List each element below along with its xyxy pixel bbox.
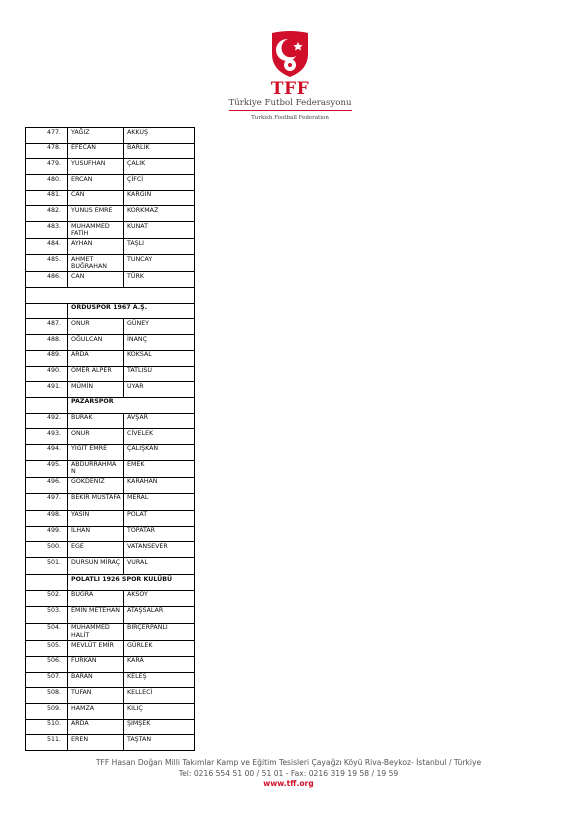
player-last-name: AKKUŞ [124, 128, 195, 144]
club-header-row [26, 397, 195, 413]
page-footer [0, 758, 577, 790]
table-row [26, 558, 195, 575]
player-number: 477. [26, 128, 68, 144]
player-first-name: ONUR [68, 429, 124, 445]
player-last-name: GÜNEY [124, 319, 195, 335]
club-name: POLATLI 1926 SPOR KULÜBÜ [68, 575, 195, 591]
player-first-name: ÖMER ALPER [68, 366, 124, 382]
player-first-name: YUSUFHAN [68, 159, 124, 175]
player-last-name: TAŞTAN [124, 735, 195, 751]
player-last-name: KARA [124, 656, 195, 672]
player-number: 504. [26, 623, 68, 640]
player-first-name: TUFAN [68, 688, 124, 704]
table-row [26, 477, 195, 493]
player-last-name: MERAL [124, 493, 195, 510]
player-number: 490. [26, 366, 68, 382]
player-last-name: AVŞAR [124, 413, 195, 429]
player-first-name: YUNUS EMRE [68, 206, 124, 222]
player-first-name: MEVLÜT EMİR [68, 641, 124, 657]
table-row [26, 319, 195, 335]
table-row [26, 623, 195, 640]
player-number: 488. [26, 335, 68, 351]
player-first-name: ARDA [68, 719, 124, 735]
player-first-name: EREN [68, 735, 124, 751]
player-first-name: CAN [68, 190, 124, 206]
player-first-name: GÖKDENİZ [68, 477, 124, 493]
player-number: 478. [26, 143, 68, 159]
player-first-name: ONUR [68, 319, 124, 335]
player-number: 502. [26, 590, 68, 606]
player-number: 485. [26, 255, 68, 272]
player-last-name: EMEK [124, 460, 195, 477]
table-row [26, 429, 195, 445]
player-first-name: BURAK [68, 413, 124, 429]
table-row [26, 413, 195, 429]
player-last-name: AKSOY [124, 590, 195, 606]
table-row [26, 128, 195, 144]
table-row [26, 542, 195, 558]
club-header-blank [26, 303, 68, 319]
table-row [26, 143, 195, 159]
player-last-name: ÇALIK [124, 159, 195, 175]
table-row [26, 590, 195, 606]
table-row [26, 641, 195, 657]
player-first-name: ERCAN [68, 175, 124, 191]
table-row [26, 460, 195, 477]
player-last-name: ŞİMŞEK [124, 719, 195, 735]
player-first-name: MÜMİN [68, 382, 124, 398]
player-number: 509. [26, 704, 68, 720]
player-last-name: İNANÇ [124, 335, 195, 351]
player-first-name: EGE [68, 542, 124, 558]
player-last-name: BİRÇERPANLI [124, 623, 195, 640]
player-last-name: KELEŞ [124, 672, 195, 688]
player-number: 501. [26, 558, 68, 575]
table-row [26, 493, 195, 510]
table-row [26, 735, 195, 751]
tff-crest-icon [268, 30, 312, 78]
player-number: 508. [26, 688, 68, 704]
player-last-name: TOPATAR [124, 526, 195, 542]
table-row [26, 719, 195, 735]
player-first-name: HAMZA [68, 704, 124, 720]
club-name: ORDUSPOR 1967 A.Ş. [68, 303, 195, 319]
player-number: 480. [26, 175, 68, 191]
player-last-name: ATAŞSALAR [124, 606, 195, 623]
player-number: 498. [26, 510, 68, 526]
logo-abbreviation: TFF [270, 79, 310, 99]
player-first-name: FURKAN [68, 656, 124, 672]
table-row [26, 366, 195, 382]
player-number: 499. [26, 526, 68, 542]
player-last-name: TATLISU [124, 366, 195, 382]
federation-name-en: Turkish Football Federation [251, 115, 329, 121]
player-last-name: KUNAT [124, 222, 195, 239]
player-first-name: DURSUN MİRAÇ [68, 558, 124, 575]
player-last-name: ÇALIŞKAN [124, 444, 195, 460]
table-row [26, 526, 195, 542]
table-row [26, 239, 195, 255]
player-first-name: EFECAN [68, 143, 124, 159]
club-header-blank [26, 575, 68, 591]
footer-phone: Tel: 0216 554 51 00 / 51 01 - Fax: 0216 319 19 58 / 19 59 [178, 768, 399, 778]
club-header-blank [26, 397, 68, 413]
player-number: 483. [26, 222, 68, 239]
club-header-row [26, 575, 195, 591]
table-row [26, 255, 195, 272]
player-number: 510. [26, 719, 68, 735]
player-first-name: MUHAMMED FATİH [68, 222, 124, 239]
table-row [26, 190, 195, 206]
player-first-name: AHMET BUĞRAHAN [68, 255, 124, 272]
club-name: PAZARSPOR [68, 397, 195, 413]
player-first-name: YASİN [68, 510, 124, 526]
player-number: 481. [26, 190, 68, 206]
player-last-name: VATANSEVER [124, 542, 195, 558]
player-last-name: UYAR [124, 382, 195, 398]
table-row [26, 335, 195, 351]
player-first-name: ARDA [68, 350, 124, 366]
table-row [26, 672, 195, 688]
player-number: 491. [26, 382, 68, 398]
player-number: 506. [26, 656, 68, 672]
player-number: 486. [26, 272, 68, 288]
player-last-name: GÜRLEK [124, 641, 195, 657]
player-last-name: TUNCAY [124, 255, 195, 272]
footer-website[interactable]: www.tff.org [263, 779, 314, 788]
player-number: 496. [26, 477, 68, 493]
player-number: 482. [26, 206, 68, 222]
tff-logo [228, 30, 352, 128]
player-last-name: KILIÇ [124, 704, 195, 720]
player-first-name: OĞULCAN [68, 335, 124, 351]
table-row [26, 159, 195, 175]
player-number: 492. [26, 413, 68, 429]
player-number: 497. [26, 493, 68, 510]
player-first-name: BARAN [68, 672, 124, 688]
player-last-name: KORKMAZ [124, 206, 195, 222]
player-first-name: ABDURRAHMAN [68, 460, 124, 477]
player-number: 505. [26, 641, 68, 657]
player-last-name: BARLIK [124, 143, 195, 159]
player-last-name: VURAL [124, 558, 195, 575]
table-row [26, 382, 195, 398]
table-row [26, 510, 195, 526]
player-number: 507. [26, 672, 68, 688]
table-row [26, 444, 195, 460]
player-first-name: EMİN METEHAN [68, 606, 124, 623]
player-last-name: TÜRK [124, 272, 195, 288]
player-first-name: AYHAN [68, 239, 124, 255]
player-number: 511. [26, 735, 68, 751]
table-row [26, 606, 195, 623]
table-row [26, 175, 195, 191]
footer-address: TFF Hasan Doğan Milli Takımlar Kamp ve Eğitim Tesisleri Çayağzı Köyü Riva-Beykoz- İstanbul / Türkiye [95, 758, 482, 767]
player-last-name: ÇİFCİ [124, 175, 195, 191]
player-number: 489. [26, 350, 68, 366]
table-row [26, 704, 195, 720]
table-row [26, 688, 195, 704]
player-first-name: BUĞRA [68, 590, 124, 606]
federation-name: Türkiye Futbol Federasyonu [229, 98, 352, 111]
player-number: 479. [26, 159, 68, 175]
player-number: 503. [26, 606, 68, 623]
player-first-name: CAN [68, 272, 124, 288]
table-row [26, 656, 195, 672]
player-last-name: KARAHAN [124, 477, 195, 493]
table-row [26, 206, 195, 222]
player-first-name: MUHAMMED HALİT [68, 623, 124, 640]
player-last-name: KARGIN [124, 190, 195, 206]
player-first-name: İLHAN [68, 526, 124, 542]
player-last-name: POLAT [124, 510, 195, 526]
player-number: 495. [26, 460, 68, 477]
player-list-table [25, 127, 195, 751]
table-row [26, 272, 195, 288]
player-number: 494. [26, 444, 68, 460]
player-first-name: YAĞIZ [68, 128, 124, 144]
player-number: 484. [26, 239, 68, 255]
player-last-name: TAŞLI [124, 239, 195, 255]
player-number: 500. [26, 542, 68, 558]
player-last-name: KÖKSAL [124, 350, 195, 366]
club-header-row [26, 303, 195, 319]
player-first-name: YİĞİT EMRE [68, 444, 124, 460]
player-last-name: KELLECİ [124, 688, 195, 704]
player-last-name: CİVELEK [124, 429, 195, 445]
player-first-name: BEKİR MUSTAFA [68, 493, 124, 510]
table-row [26, 350, 195, 366]
player-number: 487. [26, 319, 68, 335]
logo-year: 1923 [285, 56, 295, 61]
table-row [26, 222, 195, 239]
player-number: 493. [26, 429, 68, 445]
spacer-row [26, 288, 195, 304]
